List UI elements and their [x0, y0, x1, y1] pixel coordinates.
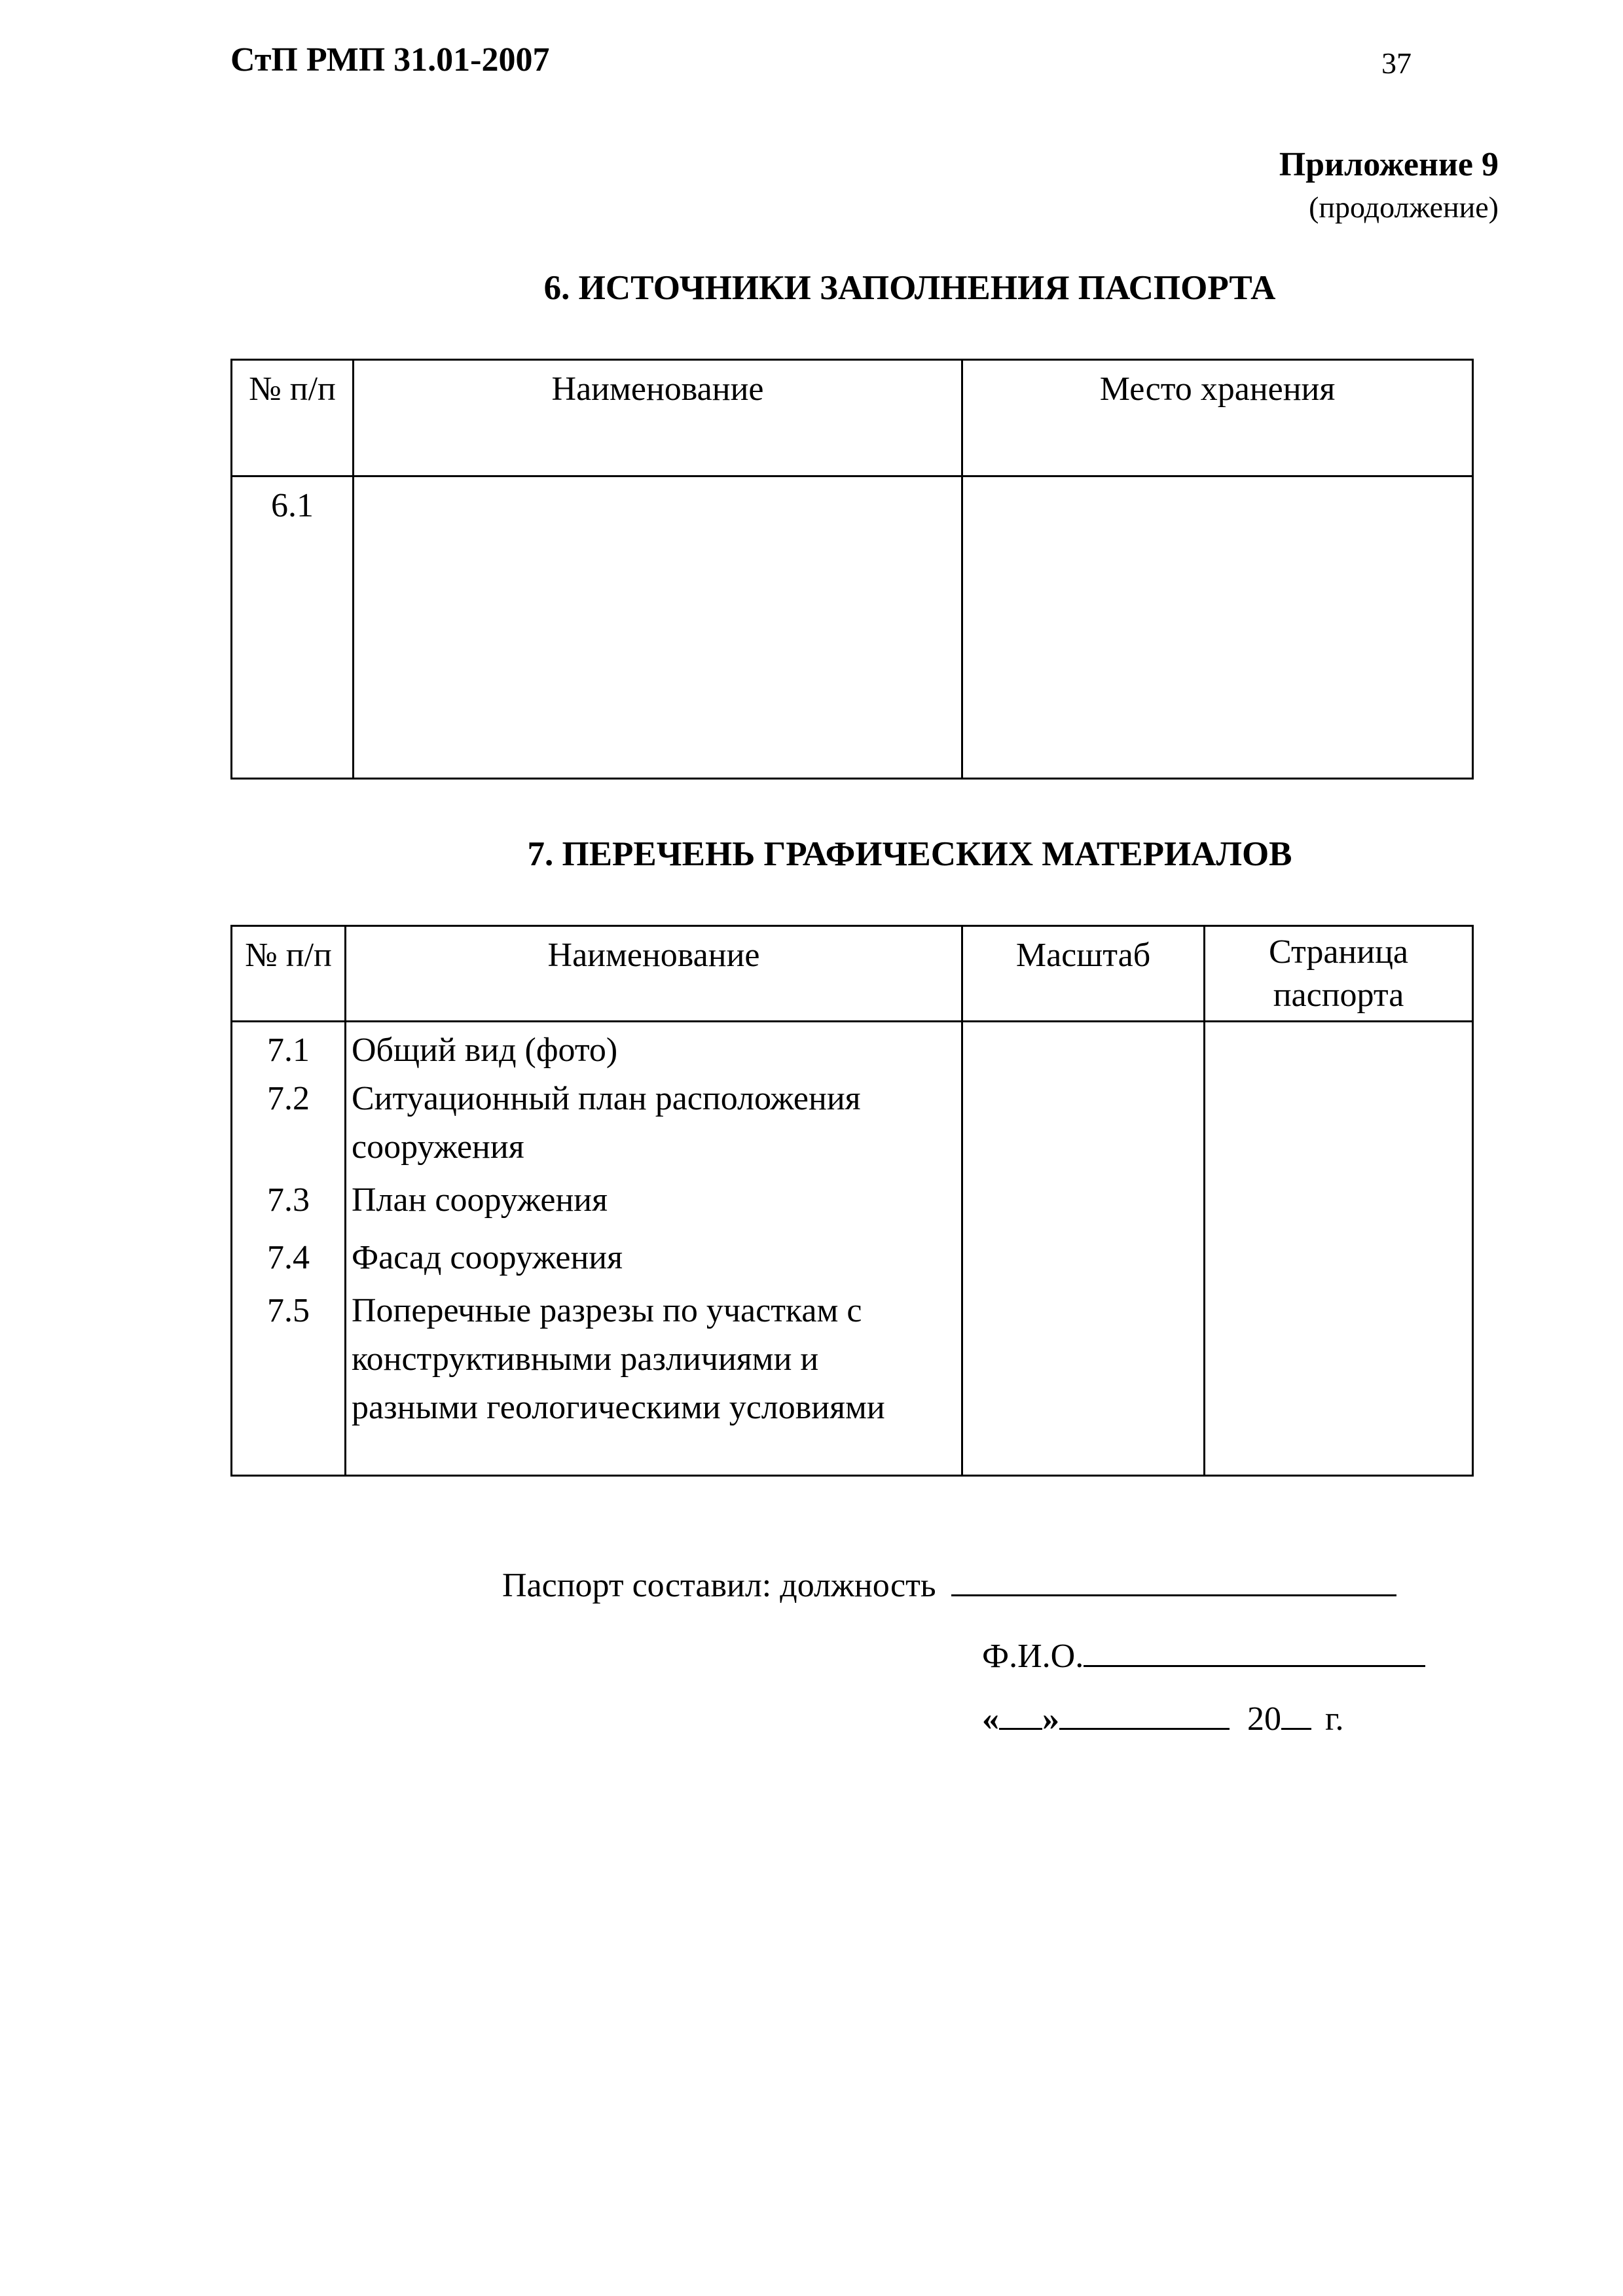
section6-title: 6. ИСТОЧНИКИ ЗАПОЛНЕНИЯ ПАСПОРТА	[543, 269, 1276, 307]
row-number: 7.3	[267, 1181, 310, 1219]
row-number: 6.1	[232, 476, 354, 779]
fio-line	[982, 1636, 1425, 1676]
row-name-cell	[354, 476, 962, 779]
compiled-by-label: Паспорт составил: должность	[502, 1567, 936, 1604]
graphics-table	[230, 925, 1474, 1477]
table-header-row	[232, 360, 1473, 476]
position-field[interactable]	[951, 1566, 1396, 1596]
date-open-quote: «	[982, 1700, 999, 1738]
date-line	[982, 1699, 1343, 1738]
page-number: 37	[1381, 46, 1412, 80]
year-suffix: г.	[1325, 1700, 1344, 1738]
column-header-storage: Место хранения	[962, 360, 1473, 476]
list-item: Фасад сооружения	[352, 1239, 623, 1276]
row-number: 7.5	[267, 1292, 310, 1329]
sources-table	[230, 359, 1474, 780]
row-number: 7.1	[267, 1031, 310, 1069]
row-numbers-cell	[232, 1022, 346, 1476]
year-prefix: 20	[1247, 1700, 1281, 1738]
list-item: План сооружения	[352, 1181, 608, 1219]
section7-title: 7. ПЕРЕЧЕНЬ ГРАФИЧЕСКИХ МАТЕРИАЛОВ	[527, 835, 1292, 873]
list-item: Ситуационный план расположения	[352, 1080, 861, 1117]
column-header-number: № п/п	[232, 360, 354, 476]
compiled-by-line	[502, 1566, 1396, 1605]
day-field[interactable]	[999, 1699, 1042, 1730]
list-item: Поперечные разрезы по участкам с	[352, 1292, 862, 1329]
scale-cell	[962, 1022, 1205, 1476]
list-item: конструктивными различиями и	[352, 1340, 819, 1378]
date-close-quote: »	[1042, 1700, 1059, 1738]
column-header-name: Наименование	[346, 926, 962, 1022]
list-item: разными геологическими условиями	[352, 1389, 885, 1426]
fio-label: Ф.И.О.	[982, 1638, 1084, 1675]
row-names-cell	[346, 1022, 962, 1476]
list-item: Общий вид (фото)	[352, 1031, 618, 1069]
column-header-page: Страница паспорта	[1205, 926, 1473, 1022]
column-header-scale: Масштаб	[962, 926, 1205, 1022]
appendix-subtitle: (продолжение)	[1309, 190, 1499, 224]
year-field[interactable]	[1281, 1702, 1311, 1730]
document-code: СтП РМП 31.01-2007	[230, 41, 550, 79]
list-item: сооружения	[352, 1128, 524, 1166]
row-number: 7.4	[267, 1239, 310, 1276]
passport-page-cell	[1205, 1022, 1473, 1476]
column-header-name: Наименование	[354, 360, 962, 476]
month-field[interactable]	[1059, 1699, 1230, 1730]
table-row	[232, 1022, 1473, 1476]
table-row	[232, 476, 1473, 779]
fio-field[interactable]	[1084, 1636, 1425, 1667]
appendix-title: Приложение 9	[1279, 146, 1499, 183]
row-storage-cell	[962, 476, 1473, 779]
table-header-row	[232, 926, 1473, 1022]
row-number: 7.2	[267, 1080, 310, 1117]
column-header-number: № п/п	[232, 926, 346, 1022]
